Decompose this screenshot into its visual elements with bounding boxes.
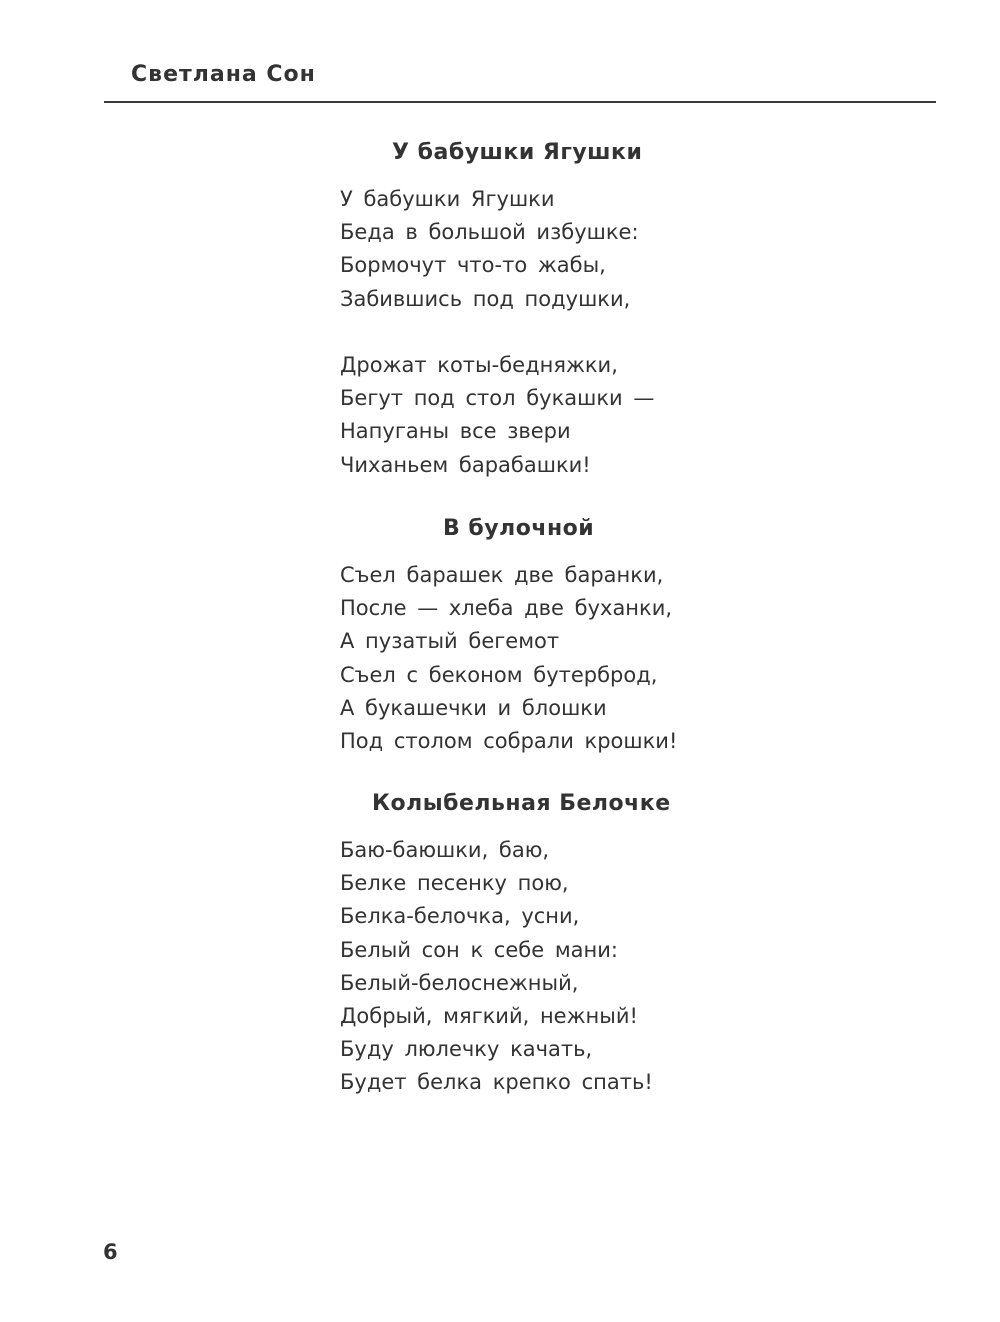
poem-line: Будет белка крепко спать! [340, 1070, 653, 1095]
poem-line: Чиханьем барабашки! [340, 452, 591, 477]
poem-line: А пузатый бегемот [340, 629, 560, 654]
poem-line: А букашечки и блошки [340, 695, 607, 720]
page-number: 6 [103, 1240, 118, 1264]
poem-line: Под столом собрали крошки! [340, 728, 678, 753]
poem-title: У бабушки Ягушки [392, 140, 643, 165]
poem-line: Буду люлечку качать, [340, 1037, 593, 1062]
poem-line: Дрожат коты-бедняжки, [340, 352, 618, 377]
poem-line: После — хлеба две буханки, [340, 596, 673, 621]
poem-line: Съел с беконом бутерброд, [340, 662, 658, 687]
poem-line: Беда в большой избушке: [340, 220, 639, 245]
poem-line: Съел барашек две баранки, [340, 563, 664, 587]
stanza-gap [340, 316, 654, 349]
poem-line: Белке песенку пою, [340, 871, 569, 896]
poem-line: Баю-баюшки, баю, [340, 838, 550, 862]
poem-line: Бегут под стол букашки — [340, 386, 655, 411]
poem-line: Белка-белочка, усни, [340, 904, 580, 929]
header-rule [104, 101, 936, 103]
running-header-author: Светлана Сон [131, 62, 316, 87]
poem-line: Белый сон к себе мани: [340, 937, 618, 962]
poem-line: Напуганы все звери [340, 419, 571, 444]
poem-line: Добрый, мягкий, нежный! [340, 1003, 638, 1028]
poem-line: У бабушки Ягушки [340, 187, 555, 211]
poem-line: Белый-белоснежный, [340, 970, 579, 995]
poem-line: Забившись под подушки, [340, 286, 631, 311]
poem-line: Бормочут что-то жабы, [340, 253, 606, 278]
poem-title: Колыбельная Белочке [372, 791, 671, 816]
poem-title: В булочной [443, 516, 595, 541]
